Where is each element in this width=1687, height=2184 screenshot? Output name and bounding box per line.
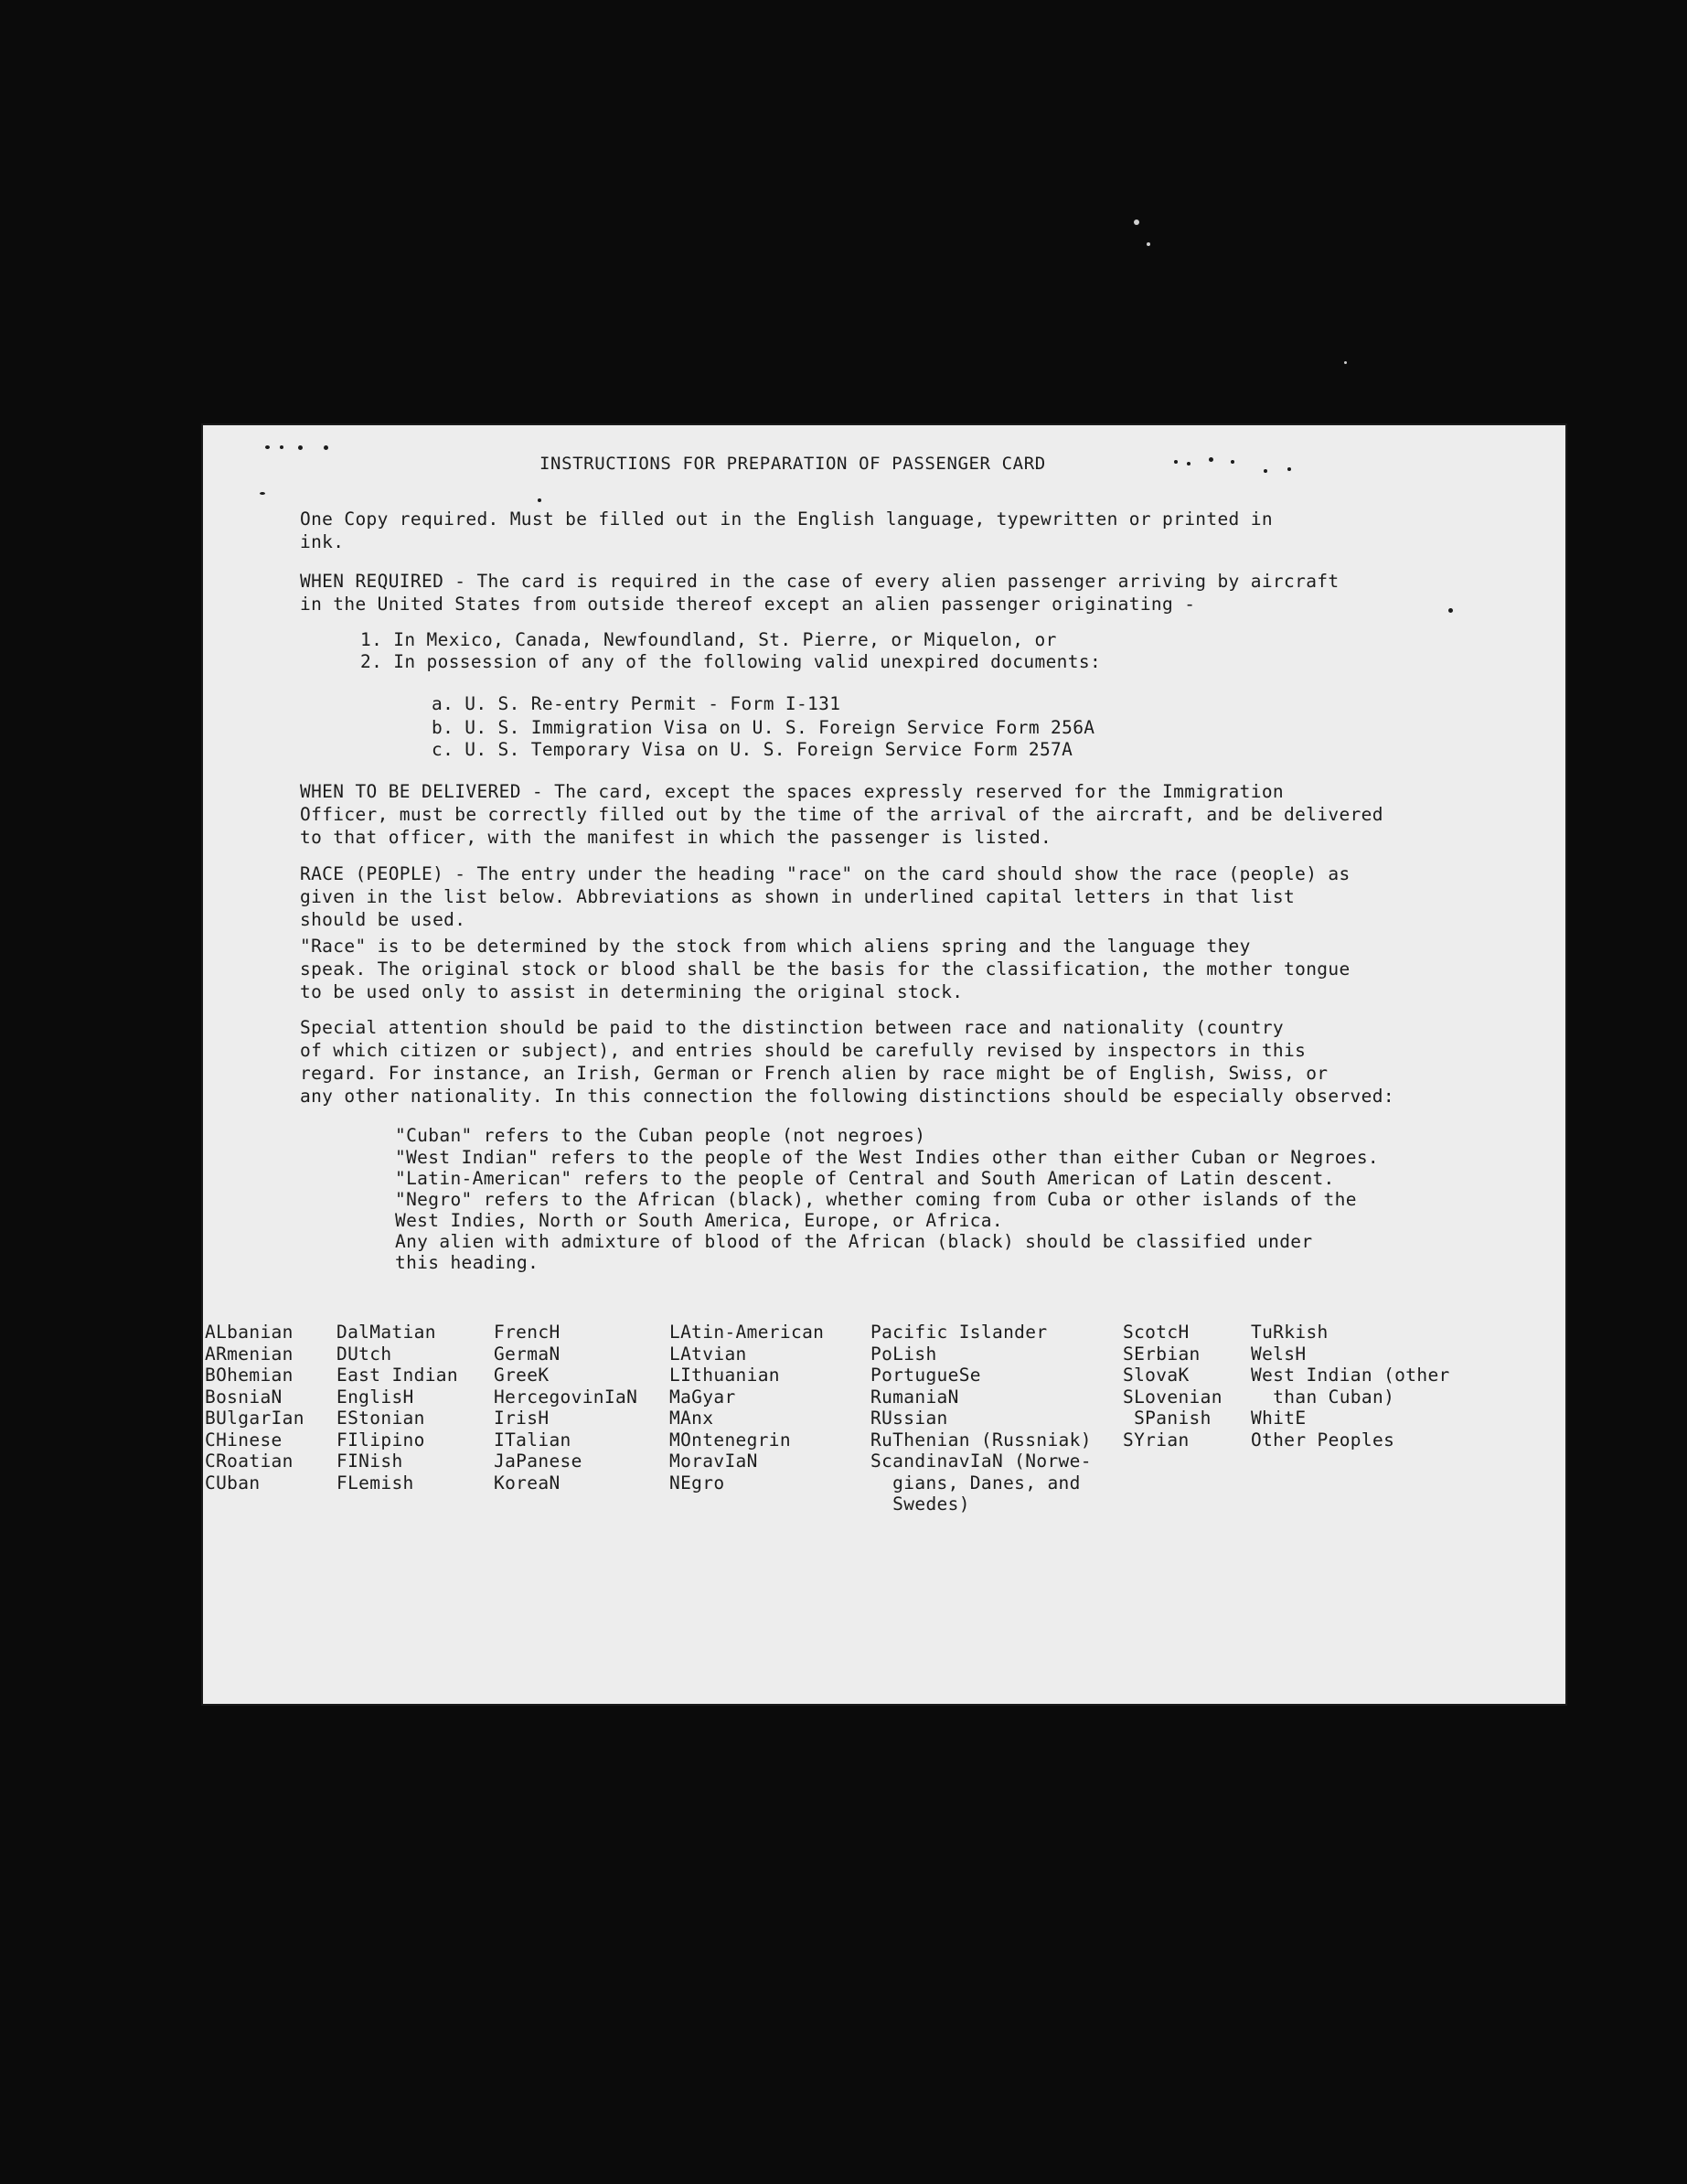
list-item: LIthuanian (669, 1365, 780, 1386)
race-stock-line-2: speak. The original stock or blood shall be the basis for the classification, the mother tongue (300, 958, 1351, 980)
race-column-1 (205, 1322, 304, 1493)
race-column-2 (336, 1322, 458, 1493)
race-column-7 (1251, 1322, 1450, 1451)
list-item: East Indian (336, 1365, 458, 1386)
list-item: ScandinavIaN (Norwe- (870, 1451, 1092, 1472)
special-attention-line-4: any other nationality. In this connection the following distinctions should be especially observed: (300, 1086, 1394, 1107)
list-item: than Cuban) (1251, 1386, 1395, 1408)
list-item: PoLish (870, 1343, 937, 1365)
list-item: NEgro (669, 1472, 725, 1493)
list-item: Other Peoples (1251, 1429, 1395, 1451)
special-attention-line-1: Special attention should be paid to the distinction between race and nationality (country (300, 1017, 1285, 1038)
race-people-line-3: should be used. (300, 909, 466, 930)
list-item: WelsH (1251, 1343, 1307, 1365)
list-item: EnglisH (336, 1386, 414, 1408)
list-item: WhitE (1251, 1408, 1307, 1429)
list-item: MaGyar (669, 1386, 736, 1408)
list-item: gians, Danes, and (870, 1472, 1081, 1493)
distinction-cuban: "Cuban" refers to the Cuban people (not negroes) (395, 1125, 926, 1146)
when-delivered-line-1: WHEN TO BE DELIVERED - The card, except the spaces expressly reserved for the Immigration (300, 781, 1285, 802)
list-item: FLemish (336, 1472, 414, 1493)
list-item: EStonian (336, 1408, 425, 1429)
page-title: INSTRUCTIONS FOR PREPARATION OF PASSENGER CARD (539, 454, 1046, 474)
lettered-item-b: b. U. S. Immigration Visa on U. S. Foreign Service Form 256A (432, 717, 1095, 738)
special-attention-line-2: of which citizen or subject), and entries should be carefully revised by inspectors in this (300, 1040, 1307, 1061)
distinction-west-indian: "West Indian" refers to the people of the West Indies other than either Cuban or Negroes. (395, 1147, 1380, 1168)
list-item: Swedes) (870, 1493, 970, 1515)
scan-speck (1134, 219, 1139, 225)
race-column-5 (870, 1322, 1092, 1515)
document-sheet (203, 425, 1565, 1704)
list-item: RuThenian (Russniak) (870, 1429, 1092, 1451)
list-item: IrisH (494, 1408, 550, 1429)
race-stock-line-1: "Race" is to be determined by the stock from which aliens spring and the language they (300, 936, 1251, 957)
list-item: ITalian (494, 1429, 571, 1451)
list-item: MoravIaN (669, 1451, 758, 1472)
race-people-line-2: given in the list below. Abbreviations as shown in underlined capital letters in that list (300, 886, 1296, 907)
scan-speck (1344, 361, 1347, 364)
list-item: ScotcH (1123, 1322, 1190, 1343)
list-item: TuRkish (1251, 1322, 1329, 1343)
distinction-latin-american: "Latin-American" refers to the people of Central and South American of Latin descent. (395, 1168, 1335, 1189)
document-body (203, 425, 1565, 1704)
list-item: SErbian (1123, 1343, 1201, 1365)
list-item: ALbanian (205, 1322, 294, 1343)
copy-line-2: ink. (300, 531, 345, 552)
list-item: PortugueSe (870, 1365, 981, 1386)
list-item: West Indian (other (1251, 1365, 1450, 1386)
list-item: GreeK (494, 1365, 550, 1386)
list-item: KoreaN (494, 1472, 561, 1493)
list-item: LAtin-American (669, 1322, 825, 1343)
distinction-negro-line-2: West Indies, North or South America, Europe, or Africa. (395, 1210, 1003, 1231)
when-required-line-2: in the United States from outside thereof except an alien passenger originating - (300, 594, 1196, 615)
distinction-negro-line-1: "Negro" refers to the African (black), whether coming from Cuba or other islands of the (395, 1189, 1357, 1210)
race-column-4 (669, 1322, 824, 1493)
list-item: CUban (205, 1472, 261, 1493)
list-item: JaPanese (494, 1451, 582, 1472)
list-item: SlovaK (1123, 1365, 1190, 1386)
list-item: GermaN (494, 1343, 561, 1365)
list-item: RUssian (870, 1408, 948, 1429)
lettered-item-c: c. U. S. Temporary Visa on U. S. Foreign Service Form 257A (432, 739, 1073, 760)
list-item: SYrian (1123, 1429, 1190, 1451)
race-column-6 (1123, 1322, 1223, 1451)
list-item: BUlgarIan (205, 1408, 304, 1429)
list-item: SPanish (1123, 1408, 1212, 1429)
list-item: HercegovinIaN (494, 1386, 638, 1408)
list-item: DalMatian (336, 1322, 436, 1343)
list-item: BosniaN (205, 1386, 283, 1408)
list-item: Pacific Islander (870, 1322, 1048, 1343)
race-column-3 (494, 1322, 637, 1493)
when-delivered-line-2: Officer, must be correctly filled out by the time of the arrival of the aircraft, and be delivered (300, 804, 1383, 825)
admixture-line-1: Any alien with admixture of blood of the African (black) should be classified under (395, 1231, 1313, 1252)
numbered-item-1: 1. In Mexico, Canada, Newfoundland, St. Pierre, or Miquelon, or (360, 629, 1057, 650)
list-item: DUtch (336, 1343, 392, 1365)
scan-speck (1147, 242, 1150, 246)
admixture-line-2: this heading. (395, 1252, 539, 1273)
copy-line-1: One Copy required. Must be filled out in the English language, typewritten or printed in (300, 509, 1273, 530)
when-delivered-line-3: to that officer, with the manifest in which the passenger is listed. (300, 827, 1052, 848)
list-item: FrencH (494, 1322, 561, 1343)
list-item: MOntenegrin (669, 1429, 791, 1451)
race-people-line-1: RACE (PEOPLE) - The entry under the heading "race" on the card should show the race (people) as (300, 863, 1351, 884)
list-item: CRoatian (205, 1451, 294, 1472)
list-item: RumaniaN (870, 1386, 959, 1408)
list-item: ARmenian (205, 1343, 294, 1365)
list-item: SLovenian (1123, 1386, 1223, 1408)
list-item: FINish (336, 1451, 403, 1472)
list-item: MAnx (669, 1408, 714, 1429)
special-attention-line-3: regard. For instance, an Irish, German or French alien by race might be of English, Swiss, or (300, 1063, 1329, 1084)
list-item: FIlipino (336, 1429, 425, 1451)
numbered-item-2: 2. In possession of any of the following valid unexpired documents: (360, 651, 1102, 672)
lettered-item-a: a. U. S. Re-entry Permit - Form I-131 (432, 693, 841, 714)
list-item: BOhemian (205, 1365, 294, 1386)
list-item: LAtvian (669, 1343, 747, 1365)
when-required-line-1: WHEN REQUIRED - The card is required in the case of every alien passenger arriving by aircraft (300, 571, 1340, 592)
list-item: CHinese (205, 1429, 283, 1451)
race-stock-line-3: to be used only to assist in determining the original stock. (300, 981, 964, 1002)
